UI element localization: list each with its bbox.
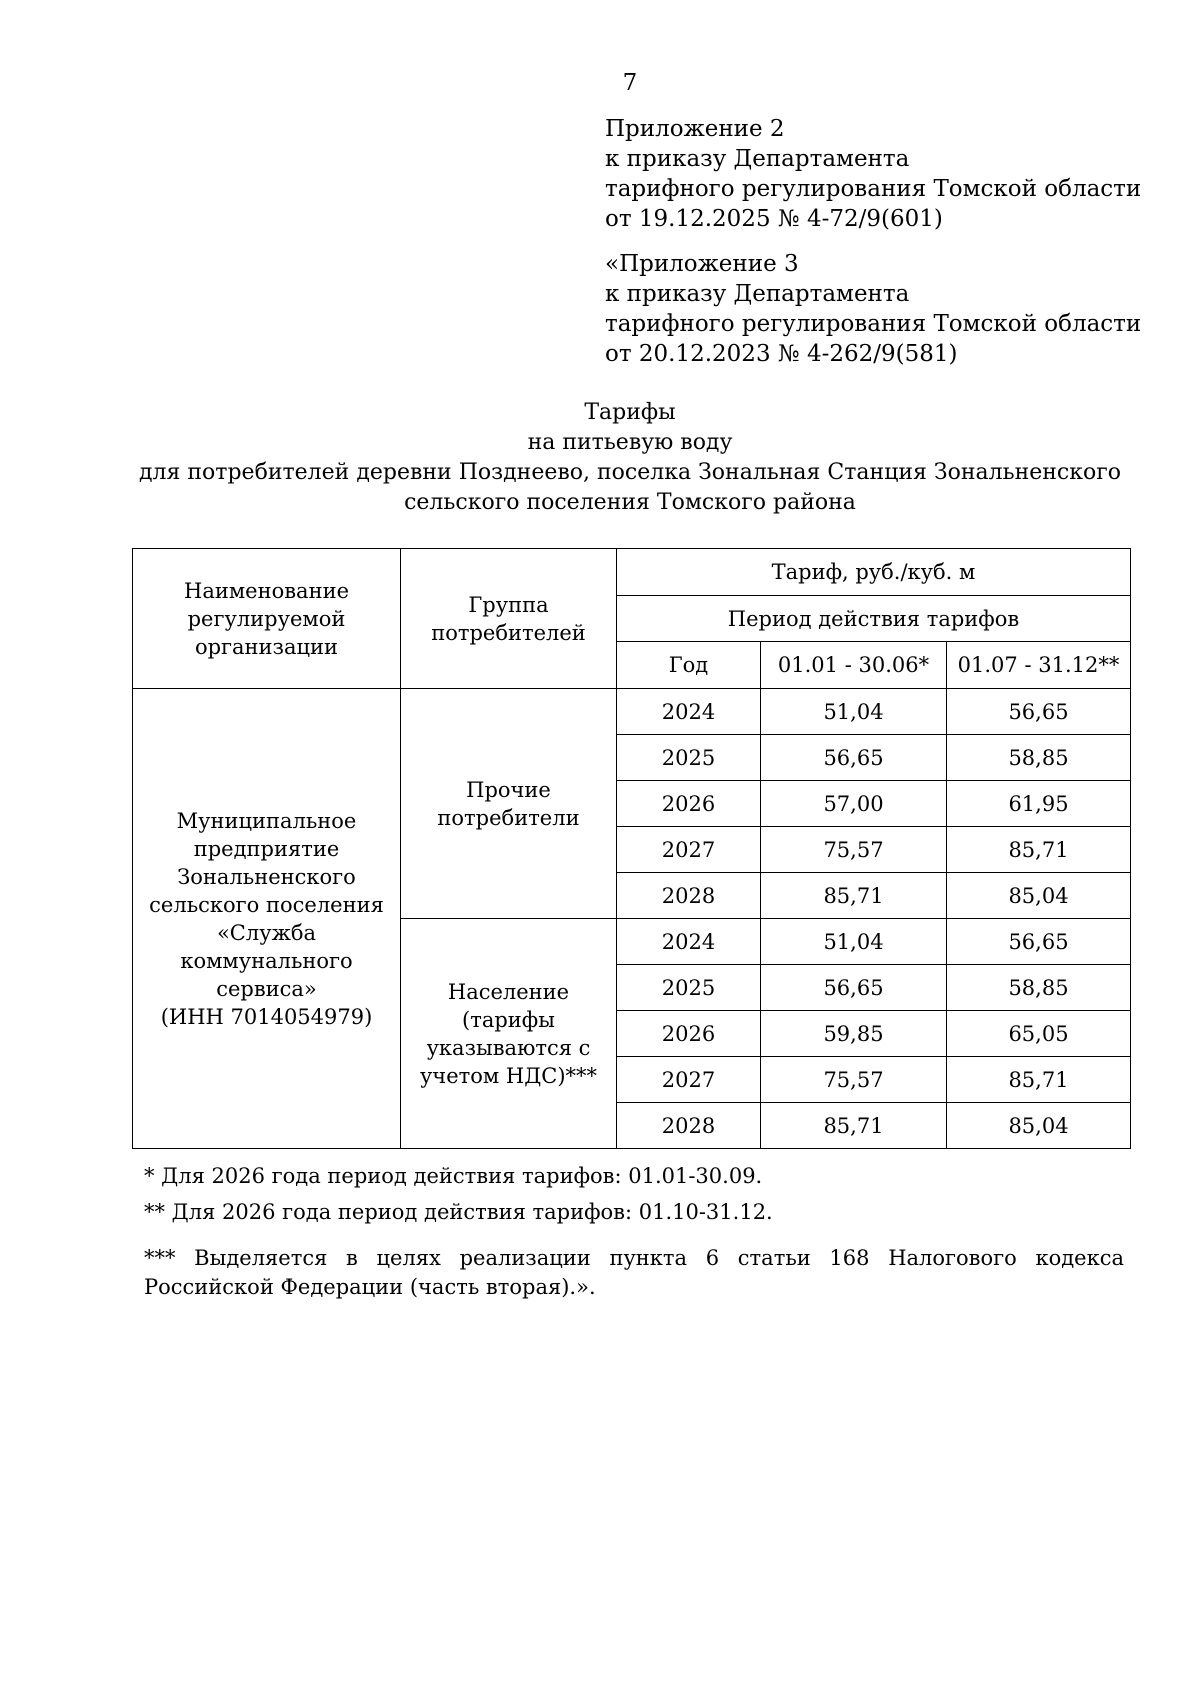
title-line4: сельского поселения Томского района [404,490,856,515]
header-period2: 01.07 - 31.12** [947,642,1131,689]
year-cell: 2028 [617,1103,761,1149]
footnote-1: * Для 2026 года период действия тарифов: 01.01-30.09. [144,1164,763,1188]
header-tariff: Тариф, руб./куб. м [617,549,1131,596]
tariff-p1-cell: 85,71 [761,873,947,919]
year-cell: 2024 [617,919,761,965]
page-number: 7 [622,70,638,96]
tariff-p2-cell: 65,05 [947,1011,1131,1057]
tariff-p2-cell: 85,71 [947,1057,1131,1103]
tariff-p1-cell: 57,00 [761,781,947,827]
tariff-p1-cell: 59,85 [761,1011,947,1057]
appendix-current-line1: Приложение 2 [605,116,785,142]
tariff-p2-cell: 61,95 [947,781,1131,827]
group-cell-population: Население (тарифы указываются с учетом НДС)*** [401,919,617,1149]
header-group: Группа потребителей [401,549,617,689]
tariff-p2-cell: 85,04 [947,1103,1131,1149]
tariff-p1-cell: 75,57 [761,827,947,873]
year-cell: 2026 [617,1011,761,1057]
tariff-table [132,548,1131,1149]
year-cell: 2025 [617,735,761,781]
organization-cell: Муниципальное предприятие Зональненского сельского поселения «Служба коммунального сервиса» (ИНН 7014054979) [133,689,401,1149]
tariff-p1-cell: 75,57 [761,1057,947,1103]
footnote-3: *** Выделяется в целях реализации пункта 6 статьи 168 Налогового кодекса Российской Федерации (часть вторая).». [144,1246,1124,1299]
appendix-previous-line3: тарифного регулирования Томской области [605,311,1142,337]
year-cell: 2024 [617,689,761,735]
tariff-p2-cell: 85,71 [947,827,1131,873]
document-title [100,398,1160,518]
header-year: Год [617,642,761,689]
header-organization: Наименование регулируемой организации [133,549,401,689]
tariff-p1-cell: 85,71 [761,1103,947,1149]
year-cell: 2026 [617,781,761,827]
appendix-previous-line1: «Приложение 3 [605,251,799,277]
appendix-previous-line2: к приказу Департамента [605,281,910,307]
tariff-p1-cell: 51,04 [761,689,947,735]
header-period: Период действия тарифов [617,596,1131,642]
tariff-p1-cell: 56,65 [761,965,947,1011]
year-cell: 2027 [617,827,761,873]
tariff-p2-cell: 58,85 [947,735,1131,781]
title-line1: Тарифы [584,400,676,425]
table-header-row [133,549,1131,596]
year-cell: 2028 [617,873,761,919]
tariff-p1-cell: 51,04 [761,919,947,965]
year-cell: 2025 [617,965,761,1011]
year-cell: 2027 [617,1057,761,1103]
footnote-2: ** Для 2026 года период действия тарифов: 01.10-31.12. [144,1200,773,1224]
tariff-p1-cell: 56,65 [761,735,947,781]
title-line3: для потребителей деревни Позднеево, поселка Зональная Станция Зональненского [139,460,1121,485]
tariff-p2-cell: 58,85 [947,965,1131,1011]
title-line2: на питьевую воду [527,430,733,455]
tariff-p2-cell: 85,04 [947,873,1131,919]
appendix-current-line2: к приказу Департамента [605,146,910,172]
tariff-p2-cell: 56,65 [947,689,1131,735]
table-row [133,689,1131,735]
appendix-previous-header [605,249,1141,369]
appendix-previous-line4: от 20.12.2023 № 4-262/9(581) [605,341,958,367]
header-period1: 01.01 - 30.06* [761,642,947,689]
appendix-current-line3: тарифного регулирования Томской области [605,176,1142,202]
tariff-p2-cell: 56,65 [947,919,1131,965]
appendix-current-line4: от 19.12.2025 № 4-72/9(601) [605,206,943,232]
group-cell-other: Прочие потребители [401,689,617,919]
appendix-current-header [605,114,1141,234]
